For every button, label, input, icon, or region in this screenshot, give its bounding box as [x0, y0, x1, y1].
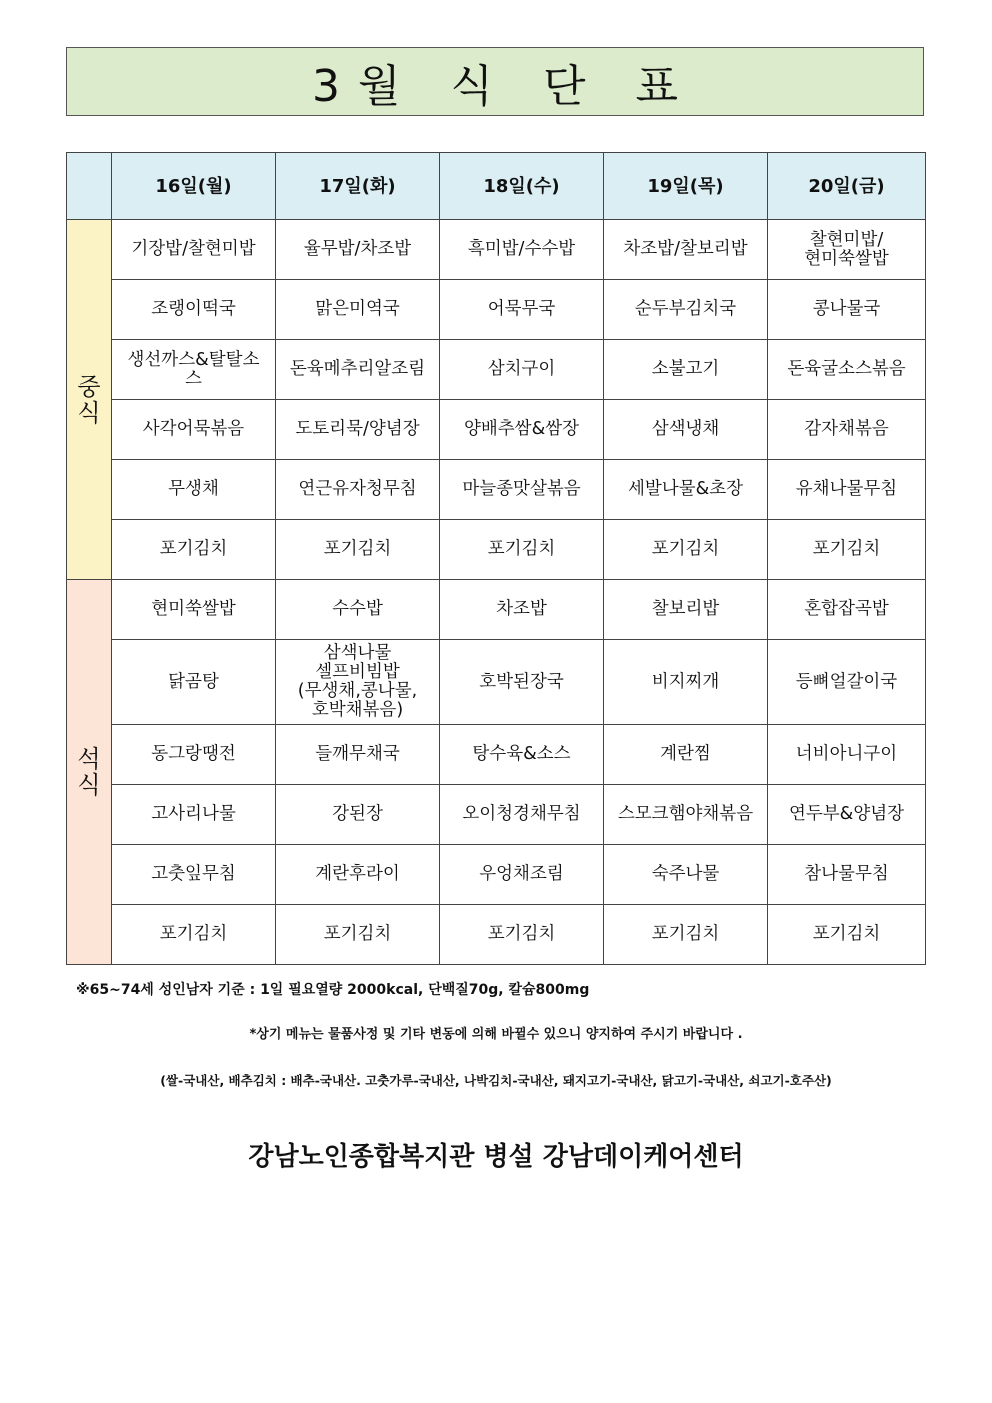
- menu-cell: 사각어묵볶음: [112, 400, 276, 460]
- menu-cell: 우엉채조림: [440, 845, 604, 905]
- menu-cell: 너비아니구이: [768, 725, 926, 785]
- title-banner: [66, 47, 924, 116]
- dinner-row: [67, 905, 926, 965]
- menu-cell: 동그랑땡전: [112, 725, 276, 785]
- organization-name: 강남노인종합복지관 병설 강남데이케어센터: [248, 1142, 744, 1172]
- menu-cell: 호박된장국: [440, 640, 604, 725]
- menu-cell: 포기김치: [440, 520, 604, 580]
- menu-cell: 계란찜: [604, 725, 768, 785]
- menu-cell: 찰현미밥/ 현미쑥쌀밥: [768, 220, 926, 280]
- menu-cell: 율무밥/차조밥: [276, 220, 440, 280]
- menu-cell: 들깨무채국: [276, 725, 440, 785]
- menu-cell: 고춧잎무침: [112, 845, 276, 905]
- menu-cell: 맑은미역국: [276, 280, 440, 340]
- dinner-row: [67, 640, 926, 725]
- menu-cell: 세발나물&초장: [604, 460, 768, 520]
- menu-cell: 양배추쌈&쌈장: [440, 400, 604, 460]
- menu-cell: 포기김치: [112, 520, 276, 580]
- menu-cell: 오이청경채무침: [440, 785, 604, 845]
- menu-cell: 연근유자청무침: [276, 460, 440, 520]
- lunch-label: 중식: [77, 372, 101, 427]
- menu-cell: 등뼈얼갈이국: [768, 640, 926, 725]
- menu-cell: 포기김치: [276, 905, 440, 965]
- day-header: 17일(화): [276, 153, 440, 220]
- menu-cell: 수수밥: [276, 580, 440, 640]
- menu-cell: 계란후라이: [276, 845, 440, 905]
- menu-cell: 순두부김치국: [604, 280, 768, 340]
- menu-cell: 삼치구이: [440, 340, 604, 400]
- menu-cell: 고사리나물: [112, 785, 276, 845]
- lunch-row: [67, 460, 926, 520]
- menu-cell: 찰보리밥: [604, 580, 768, 640]
- menu-cell: 포기김치: [604, 520, 768, 580]
- menu-cell: 현미쑥쌀밥: [112, 580, 276, 640]
- menu-cell: 조랭이떡국: [112, 280, 276, 340]
- menu-cell: 연두부&양념장: [768, 785, 926, 845]
- menu-cell: 콩나물국: [768, 280, 926, 340]
- lunch-row: [67, 220, 926, 280]
- menu-cell: 포기김치: [768, 905, 926, 965]
- menu-cell: 차조밥: [440, 580, 604, 640]
- menu-cell: 소불고기: [604, 340, 768, 400]
- page-title: 3월 식 단 표: [312, 60, 696, 112]
- day-header: 20일(금): [768, 153, 926, 220]
- menu-cell: 탕수육&소스: [440, 725, 604, 785]
- menu-cell: 흑미밥/수수밥: [440, 220, 604, 280]
- lunch-row: [67, 340, 926, 400]
- nutrition-note: ※65~74세 성인남자 기준 : 1일 필요열량 2000kcal, 단백질70g, 칼슘800mg: [76, 982, 590, 998]
- menu-cell: 마늘종맛살볶음: [440, 460, 604, 520]
- menu-cell: 감자채볶음: [768, 400, 926, 460]
- menu-cell: 포기김치: [440, 905, 604, 965]
- day-header: 19일(목): [604, 153, 768, 220]
- menu-cell: 포기김치: [768, 520, 926, 580]
- menu-cell: 스모크햄야채볶음: [604, 785, 768, 845]
- day-header: 16일(월): [112, 153, 276, 220]
- menu-cell: 삼색냉채: [604, 400, 768, 460]
- menu-cell: 혼합잡곡밥: [768, 580, 926, 640]
- lunch-label-cell: [67, 220, 112, 580]
- menu-cell: 어묵무국: [440, 280, 604, 340]
- menu-cell: 참나물무침: [768, 845, 926, 905]
- header-row: [67, 153, 926, 220]
- menu-cell: 비지찌개: [604, 640, 768, 725]
- menu-cell: 무생채: [112, 460, 276, 520]
- menu-cell: 포기김치: [276, 520, 440, 580]
- menu-cell: 도토리묵/양념장: [276, 400, 440, 460]
- origin-note: (쌀-국내산, 배추김치 : 배추-국내산. 고춧가루-국내산, 나박김치-국내산, 돼지고기-국내산, 닭고기-국내산, 쇠고기-호주산): [160, 1073, 832, 1088]
- menu-cell: 유채나물무침: [768, 460, 926, 520]
- lunch-row: [67, 520, 926, 580]
- change-notice: *상기 메뉴는 물품사정 및 기타 변동에 의해 바뀔수 있으니 양지하여 주시기 바랍니다 .: [249, 1027, 743, 1042]
- dinner-row: [67, 580, 926, 640]
- menu-cell: 기장밥/찰현미밥: [112, 220, 276, 280]
- dinner-row: [67, 845, 926, 905]
- menu-cell: 삼색나물 셀프비빔밥 (무생채,콩나물, 호박채볶음): [276, 640, 440, 725]
- menu-cell: 포기김치: [112, 905, 276, 965]
- dinner-row: [67, 725, 926, 785]
- header-corner: [67, 153, 112, 220]
- menu-cell: 닭곰탕: [112, 640, 276, 725]
- menu-cell: 숙주나물: [604, 845, 768, 905]
- lunch-row: [67, 280, 926, 340]
- menu-cell: 포기김치: [604, 905, 768, 965]
- menu-cell: 강된장: [276, 785, 440, 845]
- menu-table: [66, 152, 926, 965]
- day-header: 18일(수): [440, 153, 604, 220]
- lunch-row: [67, 400, 926, 460]
- menu-cell: 생선까스&탈탈소 스: [112, 340, 276, 400]
- menu-cell: 차조밥/찰보리밥: [604, 220, 768, 280]
- menu-cell: 돈육굴소스볶음: [768, 340, 926, 400]
- dinner-label-cell: [67, 580, 112, 965]
- menu-cell: 돈육메추리알조림: [276, 340, 440, 400]
- dinner-label: 석식: [77, 745, 101, 799]
- dinner-row: [67, 785, 926, 845]
